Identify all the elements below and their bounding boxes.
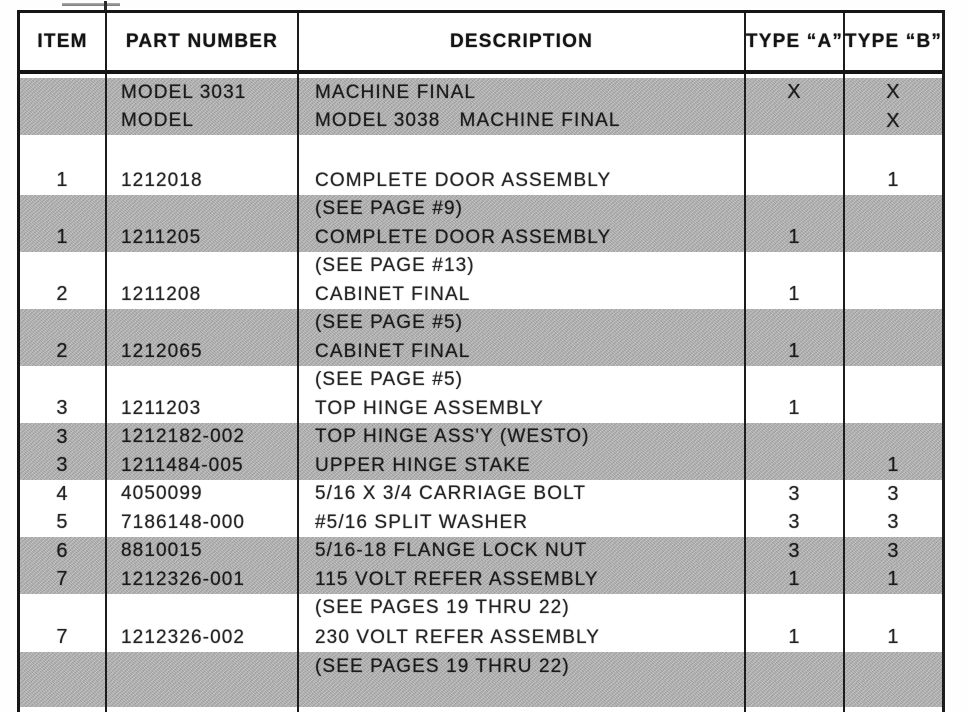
part-number-cell: MODEL xyxy=(107,107,299,136)
type-a-cell xyxy=(746,652,845,681)
part-number-cell xyxy=(107,309,299,338)
description-cell: #5/16 SPLIT WASHER xyxy=(299,508,746,537)
table-row xyxy=(20,622,942,652)
type-b-cell xyxy=(845,594,942,623)
part-number-cell: 1211205 xyxy=(107,223,299,252)
description-cell: 5/16 X 3/4 CARRIAGE BOLT xyxy=(299,480,746,509)
item-cell: 3 xyxy=(20,394,107,423)
item-cell: 5 xyxy=(20,508,107,537)
item-cell: 6 xyxy=(20,537,107,566)
part-number-cell: 1212326-002 xyxy=(107,622,299,652)
description-cell: COMPLETE DOOR ASSEMBLY xyxy=(299,166,746,195)
type-b-cell: 1 xyxy=(887,169,900,192)
type-a-cell: 3 xyxy=(746,537,845,566)
header-type-a: TYPE “A” xyxy=(746,13,845,70)
description-cell: TOP HINGE ASSEMBLY xyxy=(299,394,746,423)
part-number-cell: 1211208 xyxy=(107,280,299,309)
description-cell: (SEE PAGES 19 THRU 22) xyxy=(299,652,746,681)
type-b-cell: 1 xyxy=(887,454,900,477)
item-cell: 2 xyxy=(20,337,107,366)
type-a-cell: 1 xyxy=(746,394,845,423)
header-type-b: TYPE “B” xyxy=(845,30,942,52)
description-cell: (SEE PAGE #9) xyxy=(299,195,746,224)
description-cell: 230 VOLT REFER ASSEMBLY xyxy=(299,622,746,652)
table-row xyxy=(20,107,942,136)
type-a-cell xyxy=(746,166,845,195)
type-a-cell xyxy=(746,252,845,281)
type-b-cell: X xyxy=(886,81,901,104)
description-cell: TOP HINGE ASS'Y (WESTO) xyxy=(299,423,746,452)
table-row xyxy=(20,652,942,681)
part-number-cell xyxy=(107,195,299,224)
part-number-cell: 1212326-001 xyxy=(107,565,299,594)
table-row xyxy=(20,394,942,423)
type-b-cell xyxy=(845,394,942,423)
part-number-cell xyxy=(107,652,299,681)
description-cell xyxy=(299,135,746,166)
table-row xyxy=(20,451,942,480)
type-b-cell: 3 xyxy=(887,511,900,534)
type-a-cell: 3 xyxy=(746,480,845,509)
table-row xyxy=(20,480,942,509)
item-cell: 2 xyxy=(20,280,107,309)
type-b-cell xyxy=(845,652,942,681)
table-row xyxy=(20,423,942,452)
table-row xyxy=(20,565,942,594)
type-a-cell: 1 xyxy=(746,337,845,366)
part-number-cell xyxy=(107,681,299,707)
part-number-cell: MODEL 3031 xyxy=(107,78,299,107)
description-cell: CABINET FINAL xyxy=(299,337,746,366)
description-cell: (SEE PAGE #5) xyxy=(299,366,746,395)
part-number-cell: 7186148-000 xyxy=(107,508,299,537)
part-number-cell: 4050099 xyxy=(107,480,299,509)
type-a-cell: 1 xyxy=(746,622,845,652)
part-number-cell: 8810015 xyxy=(107,537,299,566)
type-b-cell: X xyxy=(886,109,901,132)
table-row xyxy=(20,681,942,707)
table-row xyxy=(20,309,942,338)
type-a-cell xyxy=(746,366,845,395)
description-cell: MODEL 3038 MACHINE FINAL xyxy=(299,107,746,136)
type-a-cell xyxy=(746,309,845,338)
item-cell xyxy=(20,309,107,338)
type-b-cell: 3 xyxy=(887,482,900,505)
type-b-cell: 3 xyxy=(887,539,900,562)
table-row xyxy=(20,508,942,537)
part-number-cell xyxy=(107,366,299,395)
type-a-cell: 1 xyxy=(746,223,845,252)
item-cell: 1 xyxy=(20,223,107,252)
table-body xyxy=(20,74,942,712)
item-cell: 4 xyxy=(20,480,107,509)
type-a-cell xyxy=(746,594,845,623)
item-cell xyxy=(20,707,107,712)
type-b-cell xyxy=(845,252,942,281)
item-cell xyxy=(20,78,107,107)
type-a-cell: X xyxy=(746,78,845,107)
type-a-cell xyxy=(746,423,845,452)
item-cell: 7 xyxy=(20,565,107,594)
type-b-cell: 1 xyxy=(887,568,900,591)
description-cell: 5/16-18 FLANGE LOCK NUT xyxy=(299,537,746,566)
part-number-cell xyxy=(107,135,299,166)
item-cell xyxy=(20,594,107,623)
parts-table xyxy=(17,10,945,712)
description-cell: COMPLETE DOOR ASSEMBLY xyxy=(299,223,746,252)
type-b-cell xyxy=(845,135,942,166)
table-row xyxy=(20,537,942,566)
type-b-cell xyxy=(845,423,942,452)
table-row xyxy=(20,78,942,107)
description-cell: MACHINE FINAL xyxy=(299,78,746,107)
item-cell xyxy=(20,135,107,166)
type-b-cell xyxy=(845,280,942,309)
type-b-cell xyxy=(845,366,942,395)
table-row xyxy=(20,252,942,281)
item-cell xyxy=(20,652,107,681)
description-cell xyxy=(299,681,746,707)
item-cell: 7 xyxy=(20,622,107,652)
table-row xyxy=(20,166,942,195)
item-cell xyxy=(20,195,107,224)
table-row xyxy=(20,594,942,623)
description-cell xyxy=(299,707,746,712)
item-cell: 1 xyxy=(20,166,107,195)
table-row xyxy=(20,223,942,252)
part-number-cell: 1212065 xyxy=(107,337,299,366)
table-row xyxy=(20,366,942,395)
description-cell: (SEE PAGE #5) xyxy=(299,309,746,338)
part-number-cell xyxy=(107,707,299,712)
table-row xyxy=(20,337,942,366)
type-a-cell xyxy=(746,195,845,224)
type-a-cell xyxy=(746,707,845,712)
part-number-cell xyxy=(107,594,299,623)
type-a-cell: 1 xyxy=(746,565,845,594)
description-cell: CABINET FINAL xyxy=(299,280,746,309)
table-header-row xyxy=(20,13,942,74)
type-b-cell xyxy=(845,707,942,712)
item-cell: 3 xyxy=(20,451,107,480)
type-a-cell xyxy=(746,681,845,707)
description-cell: 115 VOLT REFER ASSEMBLY xyxy=(299,565,746,594)
scan-smudge-artifact xyxy=(62,3,120,6)
header-part-number: PART NUMBER xyxy=(107,13,299,70)
type-a-cell xyxy=(746,107,845,136)
header-description: DESCRIPTION xyxy=(299,13,746,70)
type-b-cell: 1 xyxy=(887,626,900,648)
part-number-cell: 1211484-005 xyxy=(107,451,299,480)
item-cell xyxy=(20,252,107,281)
type-b-cell xyxy=(845,681,942,707)
table-row xyxy=(20,195,942,224)
type-b-cell xyxy=(845,223,942,252)
type-a-cell xyxy=(746,451,845,480)
item-cell xyxy=(20,107,107,136)
item-cell xyxy=(20,366,107,395)
table-row xyxy=(20,135,942,166)
type-a-cell: 3 xyxy=(746,508,845,537)
item-cell xyxy=(20,681,107,707)
part-number-cell: 1211203 xyxy=(107,394,299,423)
type-b-cell xyxy=(845,195,942,224)
table-row xyxy=(20,280,942,309)
description-cell: (SEE PAGES 19 THRU 22) xyxy=(299,594,746,623)
part-number-cell xyxy=(107,252,299,281)
type-a-cell: 1 xyxy=(746,280,845,309)
type-a-cell xyxy=(746,135,845,166)
description-cell: (SEE PAGE #13) xyxy=(299,252,746,281)
description-cell: UPPER HINGE STAKE xyxy=(299,451,746,480)
header-item: ITEM xyxy=(20,13,107,70)
part-number-cell: 1212018 xyxy=(107,166,299,195)
type-b-cell xyxy=(845,309,942,338)
part-number-cell: 1212182-002 xyxy=(107,423,299,452)
type-b-cell xyxy=(845,337,942,366)
table-row xyxy=(20,707,942,712)
item-cell: 3 xyxy=(20,423,107,452)
